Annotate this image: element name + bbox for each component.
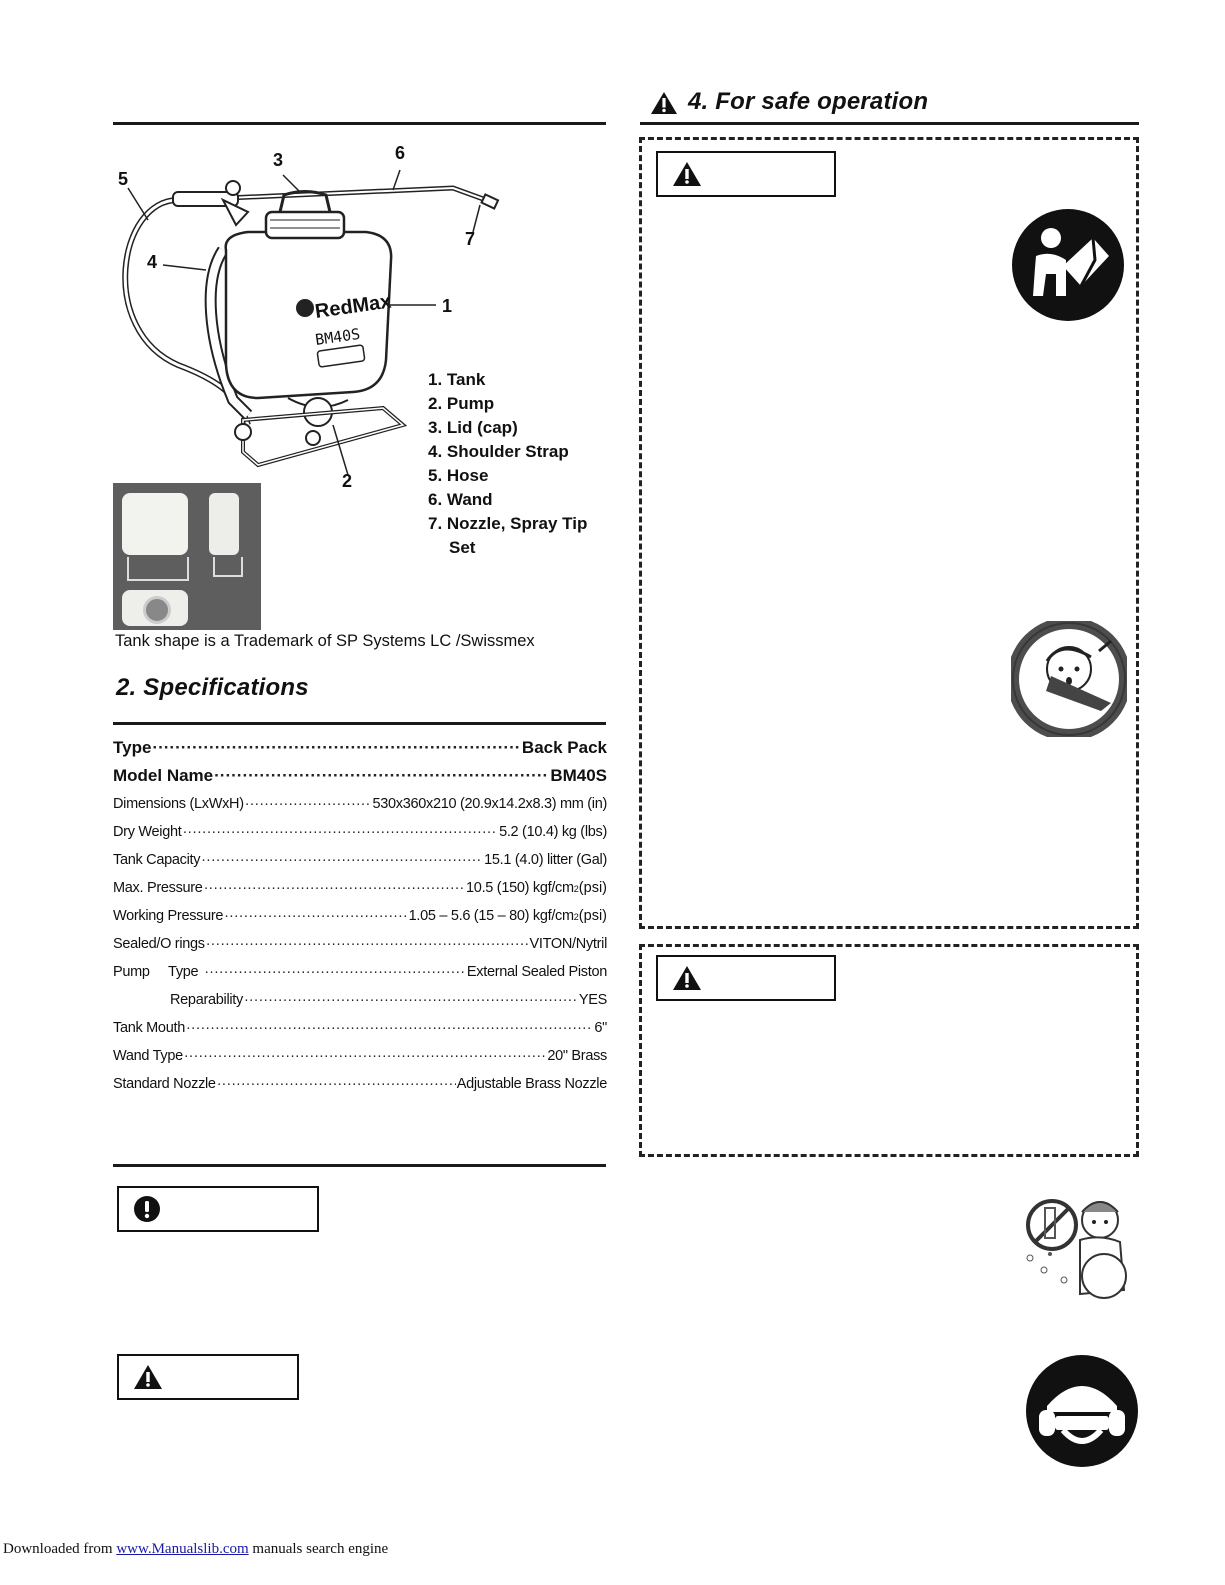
specifications-heading: 2. Specifications	[116, 674, 309, 701]
legend-item: Set	[449, 538, 476, 557]
warning-triangle-icon	[133, 1364, 163, 1390]
exclamation-circle-icon	[133, 1195, 161, 1223]
warning-signal-box	[117, 1354, 299, 1400]
no-drugs-icon	[1020, 1190, 1142, 1308]
superscript: 2	[573, 884, 579, 894]
manualslib-link[interactable]: www.Manualslib.com	[116, 1541, 249, 1557]
spec-row-sealed-o-rings	[113, 936, 607, 952]
callout-6: 6	[395, 143, 406, 163]
warning-triangle-icon	[672, 161, 702, 187]
spec-label: Wand Type	[113, 1048, 183, 1064]
legend-item: 7. Nozzle, Spray Tip	[428, 514, 588, 533]
callout-3: 3	[273, 150, 284, 170]
tank-photo	[113, 483, 261, 630]
spec-value: YES	[578, 992, 607, 1008]
spec-row-type	[113, 738, 607, 758]
helmet-ear-protection-icon	[1025, 1354, 1139, 1468]
spec-label: Model Name	[113, 766, 214, 785]
warning-signal-box-1	[656, 151, 836, 197]
spec-row-wand-type	[113, 1048, 607, 1064]
spec-row-tank-mouth	[113, 1020, 607, 1036]
callout-2: 2	[342, 471, 353, 491]
read-manual-icon	[1011, 208, 1125, 322]
spec-label: Tank Capacity	[113, 852, 201, 868]
warning-signal-box-2	[656, 955, 836, 1001]
trademark-note: Tank shape is a Trademark of SP Systems LC /Swissmex	[115, 632, 535, 650]
safe-operation-heading: 4. For safe operation	[688, 88, 929, 115]
spec-row-dry-weight	[113, 824, 607, 840]
footer-prefix: Downloaded from	[3, 1541, 117, 1557]
spec-row-standard-nozzle	[113, 1076, 607, 1092]
left-bottom-rule	[113, 1164, 606, 1167]
spec-value: 5.2 (10.4) kg (lbs)	[499, 824, 607, 840]
spec-row-working-pressure	[113, 908, 607, 924]
spec-value: Back Pack	[521, 738, 607, 757]
spec-value: VITON/Nytril	[529, 936, 607, 952]
right-top-rule	[640, 122, 1139, 125]
caution-signal-box	[117, 1186, 319, 1232]
warning-triangle-icon	[672, 965, 702, 991]
callout-4: 4	[147, 252, 158, 272]
spec-value: 1.05 – 5.6 (15 – 80) kgf/cm	[408, 908, 574, 924]
spec-row-tank-capacity	[113, 852, 607, 868]
spec-value: Adjustable Brass Nozzle	[456, 1076, 607, 1092]
callout-7: 7	[465, 229, 476, 249]
spec-suffix: (psi)	[578, 908, 607, 924]
spec-value: 6"	[594, 1020, 607, 1036]
parts-legend	[428, 368, 587, 560]
footer-suffix: manuals search engine	[248, 1541, 389, 1557]
legend-item: 6. Wand	[428, 490, 493, 509]
spec-value: External Sealed Piston	[466, 964, 607, 980]
spec-suffix: (psi)	[578, 880, 607, 896]
spec-label: Pump Type	[113, 964, 199, 980]
tank-brand-text: RedMax	[313, 290, 393, 323]
spec-row-dimensions	[113, 796, 607, 812]
spec-label: Max. Pressure	[113, 880, 203, 896]
spec-label: Tank Mouth	[113, 1020, 185, 1036]
superscript: 2	[573, 912, 579, 922]
spec-label: Type	[113, 738, 152, 757]
legend-item: 4. Shoulder Strap	[428, 442, 569, 461]
spec-value: 15.1 (4.0) litter (Gal)	[484, 852, 607, 868]
callout-5: 5	[118, 169, 129, 189]
specifications-rule	[113, 722, 606, 725]
spec-row-max-pressure	[113, 880, 607, 896]
spec-value: 10.5 (150) kgf/cm	[466, 880, 574, 896]
spec-value: BM40S	[550, 766, 607, 785]
spec-label: Reparability	[170, 992, 243, 1008]
spec-value: 20" Brass	[547, 1048, 607, 1064]
spec-label: Working Pressure	[113, 908, 224, 924]
spec-value: 530x360x210 (20.9x14.2x8.3) mm (in)	[372, 796, 607, 812]
download-footer	[3, 1541, 388, 1558]
spec-label: Standard Nozzle	[113, 1076, 216, 1092]
no-children-icon	[1011, 621, 1127, 737]
spec-row-reparability	[170, 992, 607, 1008]
left-top-rule	[113, 122, 606, 125]
tank-model-text: BM40S	[314, 324, 362, 349]
legend-item: 3. Lid (cap)	[428, 418, 518, 437]
callout-1: 1	[442, 296, 453, 316]
spec-row-pump-type	[113, 964, 607, 980]
spec-label: Dimensions (LxWxH)	[113, 796, 244, 812]
legend-item: 5. Hose	[428, 466, 489, 485]
spec-label: Dry Weight	[113, 824, 182, 840]
warning-triangle-icon	[650, 91, 678, 115]
legend-item: 2. Pump	[428, 394, 495, 413]
spec-row-model-name	[113, 766, 607, 786]
legend-item: 1. Tank	[428, 370, 486, 389]
wand-drawing	[228, 188, 486, 200]
spec-label: Sealed/O rings	[113, 936, 205, 952]
